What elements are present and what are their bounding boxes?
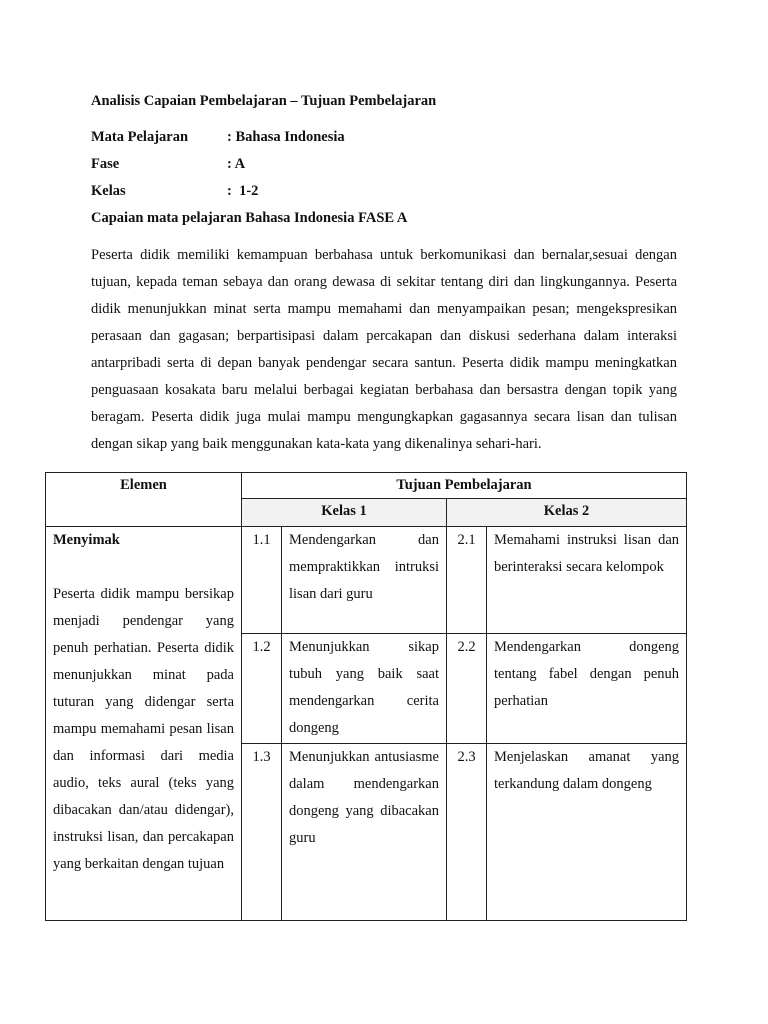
tp-number: 1.2 — [242, 634, 282, 743]
tp-number: 1.1 — [242, 527, 282, 634]
tp-text: Menunjukkan sikap tubuh yang baik saat mendengarkan cerita dongeng — [282, 634, 447, 743]
meta-value: : Bahasa Indonesia — [227, 129, 345, 145]
tp-number: 2.3 — [447, 743, 487, 920]
cp-paragraph: Peserta didik memiliki kemampuan berbahasa untuk berkomunikasi dan bernalar,sesuai dengan tujuan, kepada teman sebaya dan orang dewasa di sekitar tentang diri dan lingkungannya. Peserta didik menunjukkan minat serta mampu memahami dan menyampaikan pesan; mengekspresikan perasaan dan gagasan; berpartisipasi dalam percakapan dan diskusi sederhana dalam interaksi antarpribadi serta di depan banyak pendengar secara santun. Peserta didik mampu meningkatkan penguasaan kosakata baru melalui berbagai kegiatan berbahasa dan bersastra dengan topik yang beragam. Peserta didik juga mulai mampu mengungkapkan gagasannya secara lisan dan tulisan dengan sikap yang baik menggunakan kata-kata yang dikenalinya sehari-hari. — [91, 247, 677, 452]
header-elemen: Elemen — [46, 473, 242, 527]
tp-text: Memahami instruksi lisan dan berinteraksi secara kelompok — [487, 527, 687, 634]
tp-text: Mendengarkan dan mempraktikkan intruksi lisan dari guru — [282, 527, 447, 634]
table-row — [46, 527, 687, 634]
tp-number: 1.3 — [242, 743, 282, 920]
tp-table — [45, 472, 687, 921]
meta-label: Kelas — [91, 183, 126, 199]
tp-number: 2.2 — [447, 634, 487, 743]
header-kelas-2: Kelas 2 — [447, 499, 687, 527]
elemen-title: Menyimak — [53, 532, 120, 548]
tp-number: 2.1 — [447, 527, 487, 634]
tp-text: Mendengarkan dongeng tentang fabel dengan penuh perhatian — [487, 634, 687, 743]
tp-text: Menunjukkan antusiasme dalam mendengarkan dongeng yang dibacakan guru — [282, 743, 447, 920]
meta-value: : A — [227, 156, 246, 172]
elemen-cell — [46, 527, 242, 921]
tp-text: Menjelaskan amanat yang terkandung dalam dongeng — [487, 743, 687, 920]
meta-label: Fase — [91, 156, 120, 172]
meta-value: : 1-2 — [227, 183, 259, 199]
cp-heading: Capaian mata pelajaran Bahasa Indonesia FASE A — [91, 210, 408, 226]
table-header-row — [46, 473, 687, 499]
document-title: Analisis Capaian Pembelajaran – Tujuan Pembelajaran — [91, 93, 437, 109]
elemen-description: Peserta didik mampu bersikap menjadi pendengar yang penuh perhatian. Peserta didik menunjukkan minat pada tuturan yang didengar serta mampu memahami pesan lisan dan informasi dari media audio, teks aural (teks yang dibacakan dan/atau didengar), instruksi lisan, dan percakapan yang berkaitan dengan tujuan — [53, 586, 234, 872]
meta-label: Mata Pelajaran — [91, 129, 189, 145]
header-tujuan-pembelajaran: Tujuan Pembelajaran — [242, 473, 687, 499]
header-kelas-1: Kelas 1 — [242, 499, 447, 527]
